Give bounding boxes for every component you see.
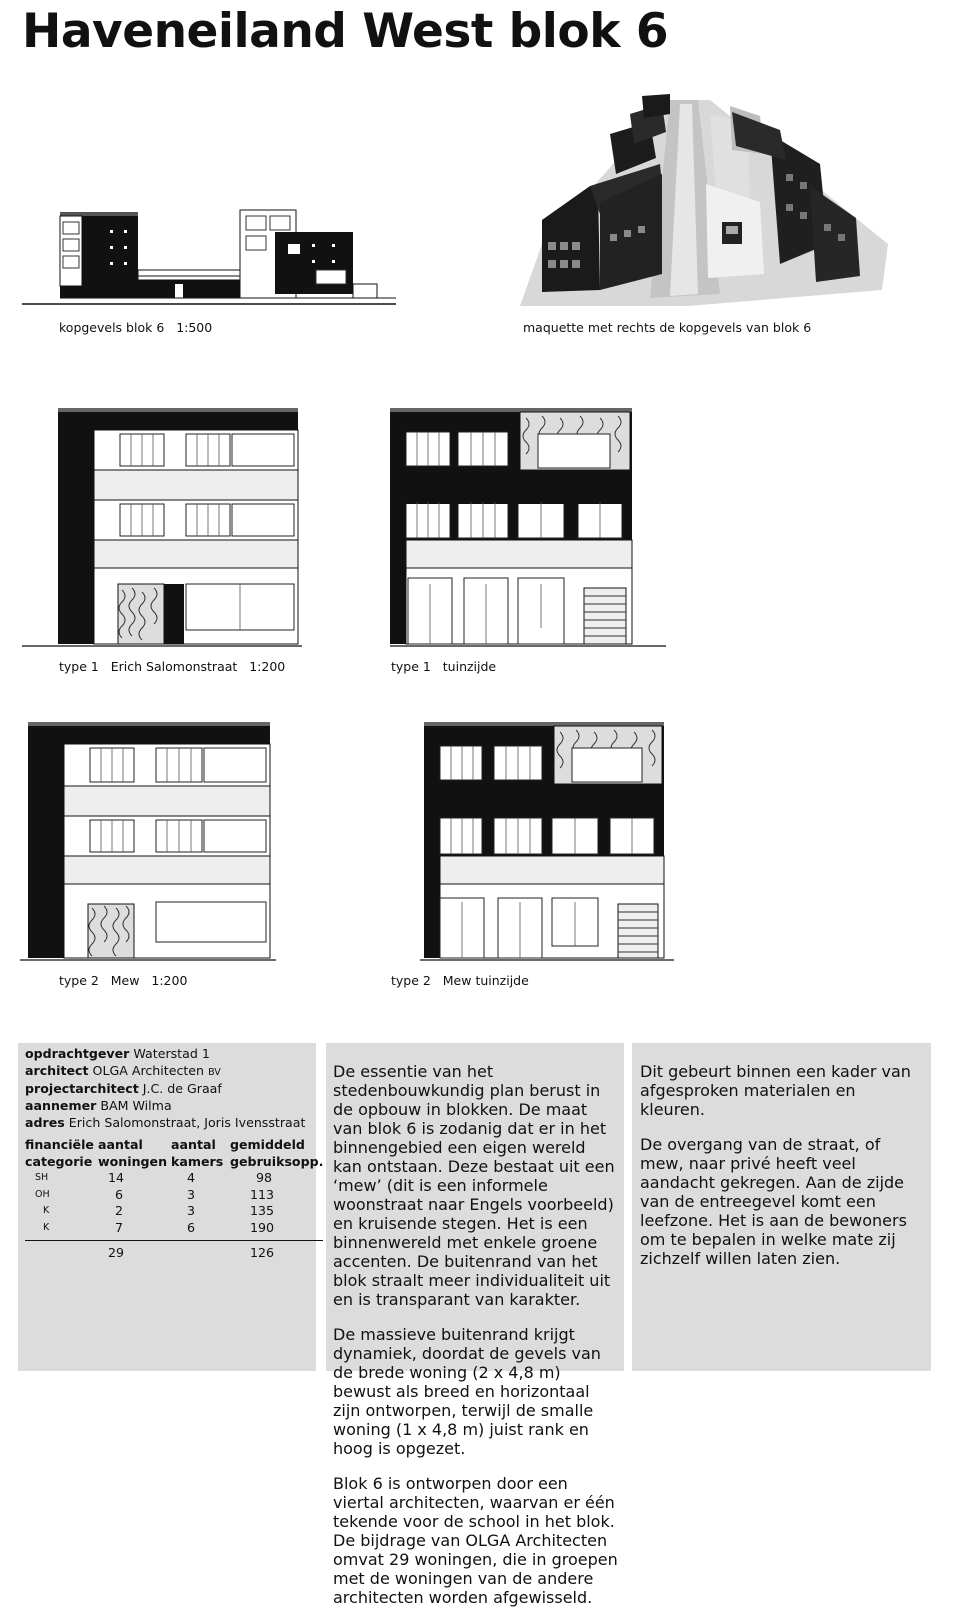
maquette-photo bbox=[520, 94, 888, 308]
architect-label: architect bbox=[25, 1062, 89, 1078]
architect-suffix: BV bbox=[208, 1066, 221, 1078]
table-row: K 2 3 135 bbox=[43, 1203, 275, 1218]
page-title: Haveneiland West blok 6 bbox=[22, 4, 669, 59]
body-text-column-3 bbox=[640, 1046, 924, 1284]
paragraph: Blok 6 is ontworpen door een viertal architecten, waarvan er één tekende voor de school in het blok. De bijdrage van OLGA Architecten omvat 29 woningen, die in groepen met de woningen van de andere architecten worden afgewisseld. bbox=[333, 1474, 618, 1607]
header-category: financiële categorie bbox=[25, 1137, 94, 1169]
type2-street-elevation bbox=[18, 722, 276, 962]
header-rooms: aantal kamers bbox=[171, 1137, 224, 1169]
paragraph: De overgang van de straat, of mew, naar privé heeft veel aandacht gekregen. Aan de zijde van de entreegevel komt een leefzone. Het is aan de bewoners om te bepalen in welke mate zij zichzelf willen laten zien. bbox=[640, 1135, 907, 1268]
body-text-column-2 bbox=[333, 1046, 619, 1623]
table-row: K 7 6 190 bbox=[25, 1220, 323, 1241]
paragraph: De massieve buitenrand krijgt dynamiek, doordat de gevels van de brede woning (2 x 4,8 m) bewust als breed en horizontaal zijn ontworpen, terwijl de smalle woning (1 x 4,8 m) juist rank en hoog is opgezet. bbox=[333, 1325, 601, 1458]
type1-garden-elevation bbox=[388, 408, 670, 648]
header-dwellings: aantal woningen bbox=[98, 1137, 168, 1169]
caption-type1-street: type 1 Erich Salomonstraat 1:200 bbox=[59, 659, 286, 674]
contractor-value: BAM Wilma bbox=[100, 1098, 172, 1114]
caption-maquette: maquette met rechts de kopgevels van blok 6 bbox=[523, 320, 812, 335]
housing-stats-table bbox=[25, 1137, 323, 1262]
type1-street-elevation bbox=[20, 408, 302, 648]
architect-value: OLGA Architecten bbox=[92, 1062, 205, 1078]
paragraph: Dit gebeurt binnen een kader van afgesproken materialen en kleuren. bbox=[640, 1062, 911, 1119]
client-value: Waterstad 1 bbox=[133, 1046, 210, 1061]
contractor-label: aannemer bbox=[25, 1098, 97, 1114]
table-row: OH 6 3 113 bbox=[35, 1186, 275, 1202]
address-value: Erich Salomonstraat, Joris Ivensstraat bbox=[68, 1114, 306, 1130]
table-total-row: 29 126 bbox=[108, 1245, 275, 1260]
table-row: SH 14 4 98 bbox=[35, 1170, 273, 1185]
paragraph: De essentie van het stedenbouwkundig plan berust in de opbouw in blokken. De maat van blok 6 is zodanig dat er in het binnengebied een eigen wereld kan ontstaan. Deze bestaat uit een ‘mew’ (dit is een informele woonstraat naar Engels voorbeeld) en kruisende stegen. Het is een binnenwereld met enkele groene accenten. De buitenrand van het blok straalt meer individualiteit uit en is transparant van karakter. bbox=[333, 1062, 615, 1309]
header-area: gemiddeld gebruiksopp. bbox=[230, 1137, 324, 1169]
caption-type2-garden: type 2 Mew tuinzijde bbox=[391, 973, 529, 988]
project-architect-value: J.C. de Graaf bbox=[142, 1081, 222, 1097]
kopgevels-elevation-drawing bbox=[20, 206, 400, 310]
type2-garden-elevation bbox=[418, 722, 676, 962]
caption-type2-street: type 2 Mew 1:200 bbox=[59, 973, 188, 988]
credits-block bbox=[25, 1046, 305, 1132]
caption-type1-garden: type 1 tuinzijde bbox=[391, 659, 497, 674]
client-label: opdrachtgever bbox=[25, 1046, 130, 1061]
project-architect-label: projectarchitect bbox=[25, 1081, 139, 1097]
address-label: adres bbox=[25, 1114, 65, 1130]
caption-kopgevels: kopgevels blok 6 1:500 bbox=[59, 320, 213, 335]
